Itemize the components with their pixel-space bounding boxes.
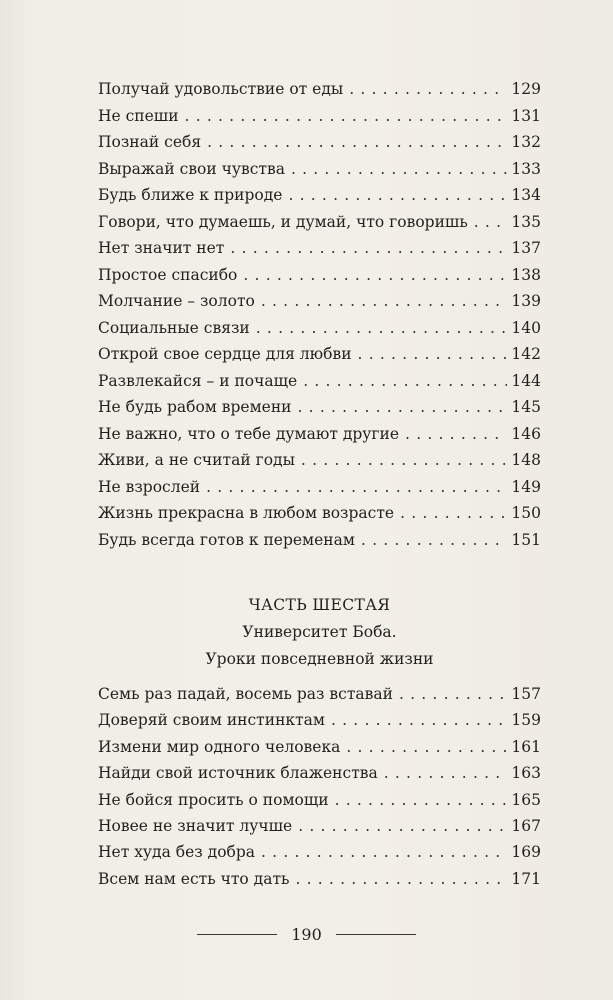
dot-leader (303, 368, 507, 395)
toc-entry-page: 149 (511, 477, 541, 496)
dot-leader (207, 129, 507, 156)
toc-entry-title: Будь ближе к природе (98, 186, 283, 204)
footer-rule-right (336, 934, 416, 935)
part-subtitle-2: Уроки повседневной жизни (205, 650, 434, 668)
dot-leader (346, 734, 507, 760)
toc-entry (98, 707, 541, 733)
dot-leader (361, 527, 507, 554)
toc-entry-title: Не бойся просить о помощи (98, 790, 329, 809)
toc-entry (98, 315, 541, 342)
toc-entry (98, 527, 541, 554)
toc-entry-page: 161 (511, 737, 541, 756)
page-number: 190 (291, 925, 322, 944)
toc-entry-page: 133 (511, 159, 541, 178)
dot-leader (335, 787, 508, 813)
toc-entry (98, 474, 541, 501)
dot-leader (298, 394, 508, 421)
toc-entry-title: Семь раз падай, восемь раз вставай (98, 685, 393, 703)
toc-entry (98, 341, 541, 368)
toc-entry-page: 169 (511, 843, 541, 862)
toc-entry-page: 146 (511, 424, 541, 443)
toc-entry (98, 76, 541, 103)
toc-entry-page: 139 (511, 292, 541, 310)
footer-rule-left (197, 934, 277, 935)
toc-entry-title: Развлекайся – и почаще (98, 371, 298, 390)
dot-leader (206, 474, 507, 501)
toc-entry-page: 144 (511, 371, 541, 390)
dot-leader (358, 341, 508, 368)
part-heading: ЧАСТЬ ШЕСТАЯ (248, 596, 391, 614)
dot-leader (474, 209, 508, 236)
toc-entry-title: Новее не значит лучше (98, 816, 293, 835)
dot-leader (399, 681, 507, 707)
toc-entry-title: Будь всегда готов к переменам (98, 530, 355, 549)
dot-leader (331, 707, 507, 733)
toc-entry (98, 760, 541, 786)
toc-entry-page: 167 (511, 816, 541, 835)
toc-entry (98, 681, 541, 707)
page-footer (0, 925, 613, 944)
dot-leader (261, 839, 507, 865)
toc-entry-page: 137 (511, 239, 541, 257)
toc-entry-title: Нет худа без добра (98, 843, 256, 862)
toc-entry-title: Нет значит нет (98, 239, 225, 257)
toc-entry (98, 235, 541, 262)
dot-leader (185, 103, 508, 130)
toc-entry (98, 394, 541, 421)
toc-list-part-6 (98, 681, 541, 892)
toc-entry-page: 145 (511, 398, 541, 416)
dot-leader (400, 500, 507, 527)
dot-leader (256, 315, 508, 342)
toc-entry-title: Найди свой источник блаженства (98, 764, 378, 783)
toc-entry-title: Простое спасибо (98, 265, 238, 284)
toc-list-part-5 (98, 76, 541, 553)
toc-entry-title: Всем нам есть что дать (98, 869, 290, 888)
dot-leader (384, 760, 508, 786)
part-subtitle-1: Университет Боба. (242, 623, 397, 641)
toc-entry-page: 132 (511, 133, 541, 151)
toc-entry-title: Живи, а не считай годы (98, 451, 295, 469)
toc-entry-title: Не спеши (98, 106, 179, 125)
toc-entry-title: Измени мир одного человека (98, 737, 341, 756)
toc-entry (98, 734, 541, 760)
toc-entry-page: 165 (511, 790, 541, 809)
dot-leader (288, 182, 507, 209)
toc-entry (98, 182, 541, 209)
toc-entry-page: 131 (511, 106, 541, 125)
toc-entry-page: 129 (511, 80, 541, 98)
toc-entry-page: 163 (511, 764, 541, 783)
toc-entry-page: 171 (511, 869, 541, 888)
toc-entry-page: 135 (511, 212, 541, 231)
toc-entry-page: 157 (511, 685, 541, 703)
toc-entry-page: 138 (511, 265, 541, 284)
toc-entry (98, 421, 541, 448)
toc-entry (98, 129, 541, 156)
toc-entry (98, 813, 541, 839)
dot-leader (295, 866, 507, 892)
toc-entry (98, 262, 541, 289)
toc-entry-title: Не будь рабом времени (98, 398, 292, 416)
toc-entry (98, 368, 541, 395)
toc-entry (98, 866, 541, 892)
dot-leader (405, 421, 507, 448)
toc-entry (98, 156, 541, 183)
toc-entry-page: 159 (511, 711, 541, 730)
dot-leader (230, 235, 507, 262)
toc-entry (98, 500, 541, 527)
dot-leader (349, 76, 507, 103)
toc-entry-title: Не важно, что о тебе думают другие (98, 424, 400, 443)
dot-leader (301, 447, 507, 474)
toc-entry-title: Получай удовольствие от еды (98, 80, 344, 98)
dot-leader (291, 156, 507, 183)
toc-entry-title: Не взрослей (98, 477, 201, 496)
toc-entry (98, 209, 541, 236)
toc-entry-page: 150 (511, 504, 541, 522)
toc-entry-page: 148 (511, 451, 541, 469)
dot-leader (243, 262, 507, 289)
toc-entry-page: 151 (511, 530, 541, 549)
toc-entry-page: 140 (511, 318, 541, 337)
toc-entry-title: Выражай свои чувства (98, 159, 285, 178)
toc-entry (98, 103, 541, 130)
toc-entry (98, 839, 541, 865)
toc-entry-page: 142 (511, 345, 541, 363)
toc-entry-title: Познай себя (98, 133, 202, 151)
toc-entry (98, 288, 541, 315)
toc-entry (98, 447, 541, 474)
dot-leader (261, 288, 508, 315)
toc-entry-title: Жизнь прекрасна в любом возрасте (98, 504, 395, 522)
toc-entry-title: Говори, что думаешь, и думай, что говоришь (98, 212, 468, 231)
toc-entry-title: Доверяй своим инстинктам (98, 711, 325, 730)
toc-entry-title: Открой свое сердце для любви (98, 345, 352, 363)
toc-entry-title: Молчание – золото (98, 292, 255, 310)
dot-leader (298, 813, 507, 839)
toc-entry-title: Социальные связи (98, 318, 250, 337)
toc-entry (98, 787, 541, 813)
toc-entry-page: 134 (511, 186, 541, 204)
